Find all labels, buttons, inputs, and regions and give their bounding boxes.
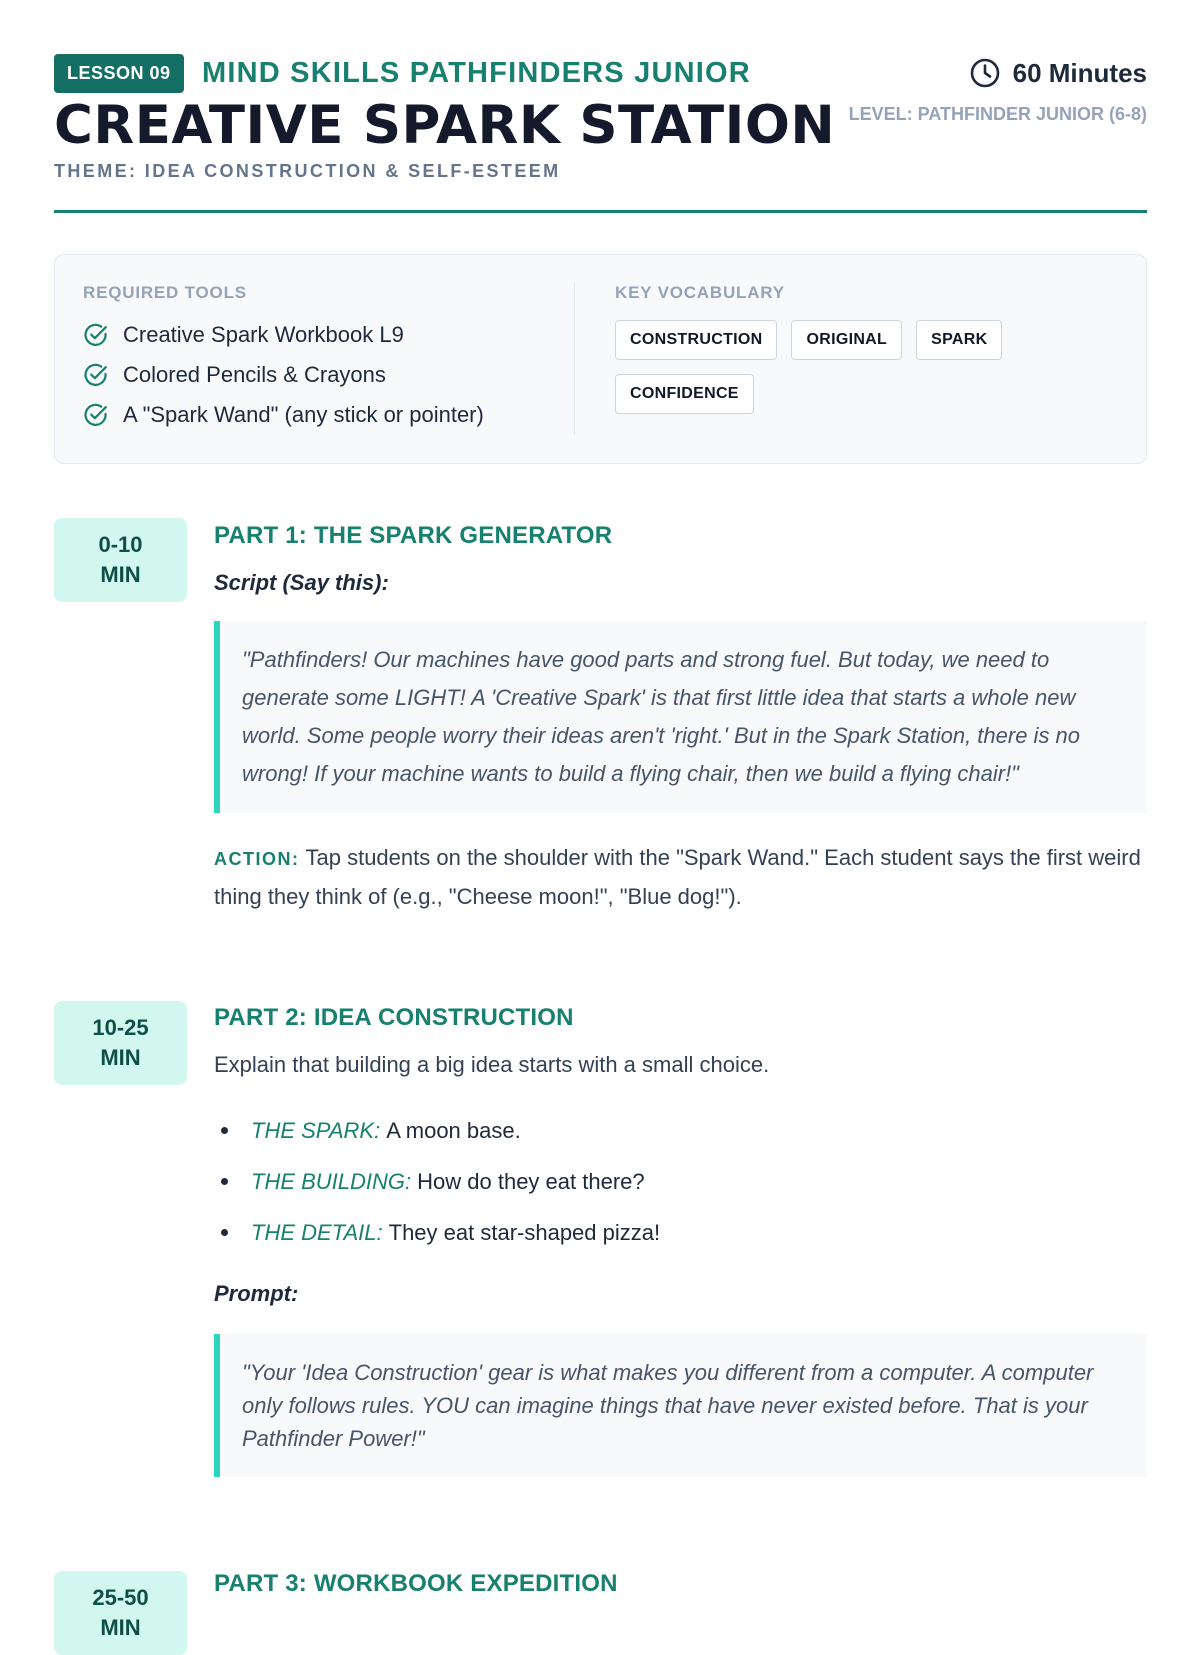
vocab-tag: CONSTRUCTION: [615, 320, 777, 360]
step-text: They eat star-shaped pizza!: [388, 1219, 661, 1245]
bullet-dot: [221, 1178, 228, 1185]
script-quote: "Pathfinders! Our machines have good parts and strong fuel. But today, we need to generate some LIGHT! A 'Creative Spark' is that first little idea that starts a whole new world. Some people worry their ideas aren't 'right.' But in the Spark Station, there is no wrong! If your machine wants to build a flying chair, then we build a flying chair!": [214, 621, 1147, 813]
page-title: CREATIVE SPARK STATION: [54, 95, 836, 156]
idea-steps-list: [214, 1105, 1147, 1258]
time-badge: [54, 1571, 187, 1655]
time-unit: MIN: [100, 1615, 141, 1640]
step-key: THE BUILDING:: [251, 1168, 412, 1194]
tool-label: A "Spark Wand" (any stick or pointer): [123, 402, 484, 427]
bullet-dot: [221, 1229, 228, 1236]
tool-label: Colored Pencils & Crayons: [123, 362, 386, 387]
step-text: How do they eat there?: [417, 1168, 645, 1194]
time-unit: MIN: [100, 1045, 141, 1070]
vocab-tag: ORIGINAL: [791, 320, 902, 360]
clock-icon: [969, 57, 1001, 89]
vocab-tag: SPARK: [916, 320, 1002, 360]
tool-item: [83, 355, 484, 395]
lesson-header: [54, 0, 1147, 214]
lesson-duration: [969, 56, 1147, 90]
lesson-info-box: [54, 254, 1147, 464]
lesson-badge: LESSON 09: [54, 54, 184, 93]
step-text: A moon base.: [386, 1117, 521, 1143]
key-vocabulary: [615, 283, 1115, 414]
key-vocabulary-label: KEY VOCABULARY: [615, 283, 785, 302]
series-title: MIND SKILLS PATHFINDERS JUNIOR: [202, 57, 751, 89]
duration-label: 60 Minutes: [1012, 58, 1147, 88]
part-body: [214, 1571, 1147, 1599]
script-label: Script (Say this):: [214, 570, 389, 595]
time-range: 10-25: [92, 1015, 149, 1040]
prompt-label: Prompt:: [214, 1281, 299, 1306]
list-item: [214, 1207, 1147, 1258]
time-badge: [54, 518, 187, 602]
part-body: [214, 518, 1147, 915]
part-title: PART 1: THE SPARK GENERATOR: [214, 522, 613, 549]
part-title: PART 2: IDEA CONSTRUCTION: [214, 1004, 574, 1031]
tool-label: Creative Spark Workbook L9: [123, 322, 404, 347]
part-intro: Explain that building a big idea starts with a small choice.: [214, 1052, 770, 1077]
header-divider: [54, 210, 1147, 213]
lesson-theme: THEME: IDEA CONSTRUCTION & SELF-ESTEEM: [54, 161, 561, 181]
tool-list: [83, 315, 484, 435]
check-circle-icon: [83, 322, 109, 348]
required-tools: [83, 283, 484, 435]
list-item: [214, 1156, 1147, 1207]
part-title: PART 3: WORKBOOK EXPEDITION: [214, 1570, 618, 1597]
info-divider: [574, 283, 575, 435]
lesson-level: LEVEL: PATHFINDER JUNIOR (6-8): [848, 104, 1147, 124]
action-instruction: [214, 839, 1147, 915]
bullet-dot: [221, 1127, 228, 1134]
action-text: Tap students on the shoulder with the "Spark Wand." Each student says the first weird thing they think of (e.g., "Cheese moon!", "Blue dog!").: [214, 845, 1141, 909]
time-unit: MIN: [100, 562, 141, 587]
list-item: [214, 1105, 1147, 1156]
tool-item: [83, 315, 484, 355]
time-range: 25-50: [92, 1585, 149, 1610]
vocab-tag: CONFIDENCE: [615, 374, 754, 414]
time-badge: [54, 1001, 187, 1085]
step-key: THE DETAIL:: [251, 1219, 383, 1245]
lesson-page: [54, 0, 1147, 1640]
prompt-quote: "Your 'Idea Construction' gear is what makes you different from a computer. A computer only follows rules. YOU can imagine things that have never existed before. That is your Pathfinder Power!": [214, 1334, 1147, 1477]
vocab-tag-list: [615, 320, 1035, 414]
required-tools-label: REQUIRED TOOLS: [83, 283, 247, 302]
check-circle-icon: [83, 402, 109, 428]
time-range: 0-10: [98, 532, 143, 557]
tool-item: [83, 395, 484, 435]
part-body: [214, 1001, 1147, 1477]
action-label: ACTION:: [214, 849, 300, 869]
step-key: THE SPARK:: [251, 1117, 381, 1143]
check-circle-icon: [83, 362, 109, 388]
